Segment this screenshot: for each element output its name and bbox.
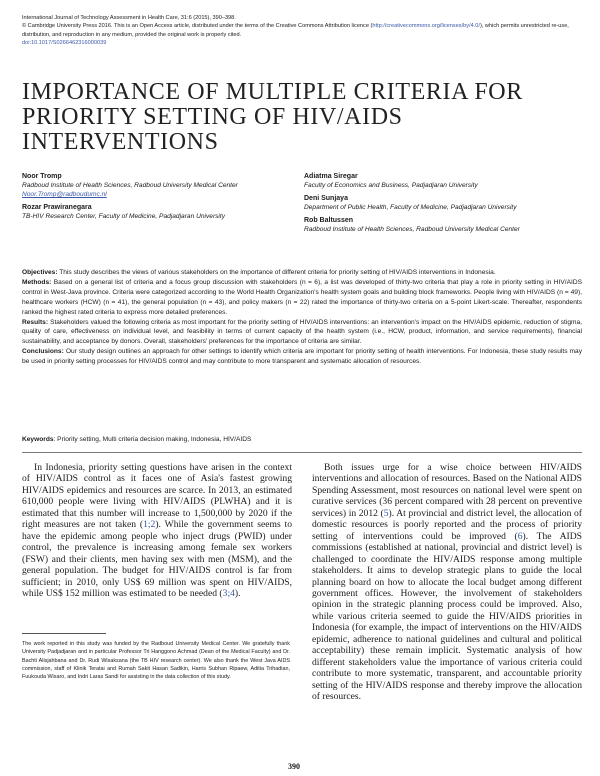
- doi-link[interactable]: doi:10.1017/S0266462316000039: [22, 40, 107, 47]
- authors-left: [22, 172, 292, 225]
- author-affiliation: Faculty of Economics and Business, Padjadjaran University: [304, 182, 478, 189]
- copyright-notice: [22, 22, 582, 39]
- keywords-text: : Priority setting, Multi criteria decision making, Indonesia, HIV/AIDS: [53, 436, 252, 443]
- methods-label: Methods:: [22, 278, 52, 286]
- journal-header: [22, 14, 582, 48]
- author-affiliation: Radboud Institute of Health Sciences, Radboud University Medical Center: [304, 226, 520, 233]
- author-affiliation: TB-HIV Research Center, Faculty of Medicine, Padjadjaran University: [22, 213, 226, 220]
- body-text: In Indonesia, priority setting questions have arisen in the context of HIV/AIDS control as it faces one of Asia's fastest growing HIV/AIDS epidemics and resources are scarce. In 2013, an estimated 610,000 people were living with HIV/AIDS (PLWHA) and it is estimated that this number will increase to 1,500,000 by 2020 if the right measures are not taken (: [22, 462, 292, 531]
- copyright-rest: ), which permits unrestricted re-use, distribution, and reproduction in any medium, provided the original work is properly cited.: [22, 23, 569, 38]
- keywords: [22, 435, 582, 444]
- author-block: [304, 194, 574, 212]
- body-text: ). The AIDS commissions (established at national, provincial and district level) is challenged to coordinate the HIV/AIDS response among multiple stakeholders. It aims to develop strategic plans to guide the local planning board on how to allocate the local budget among different government offices. However, the involvement of stakeholders opinion in the strategic planning process could be improved. Also, while various criteria seemed to guide the HIV/AIDS priorities in Indonesia (for example, the impact of interventions on the HIV/AIDS epidemic, adherence to national guidelines and cultural and political acceptability) these remain implicit. Systematic analysis of how different stakeholders value the importance of various criteria could contribute to more systematic, transparent, and accountable priority setting of the HIV/AIDS response and thereby improve the allocation of resources.: [312, 530, 582, 703]
- results-label: Results:: [22, 318, 49, 326]
- abstract: [22, 268, 582, 367]
- funding-footnote: The work reported in this study was funded by the Radboud University Medical Center. We gratefully thank University Padjadjaran and in particular Professor Tri Hanggono Achmad (Dean of the Medical Faculty) and Dr. Bachti Alisjahbana and Dr. Rudi Wisaksana (the TB HIV research center). We also thank the West Java AIDS commission, staff of Klinik Teratai and Rumah Sakit Hasan Sadikin, Harris Subhan Ripaew, Aditia Trihadian, Fuukouda Wisaro, and Indri Laras Sandi for assisting in the data collection of this study.: [22, 641, 290, 681]
- body-text: ).: [234, 587, 241, 599]
- author-block: [304, 172, 574, 190]
- author-affiliation: Radboud Institute of Health Sciences, Radboud University Medical Center: [22, 182, 238, 189]
- author-block: [304, 216, 574, 234]
- authors-right: [304, 172, 574, 238]
- page-number: 390: [288, 762, 300, 771]
- keywords-label: Keywords: [22, 436, 54, 443]
- article-title: IMPORTANCE OF MULTIPLE CRITERIA FOR PRIORITY SETTING OF HIV/AIDS INTERVENTIONS: [22, 79, 523, 155]
- objectives-label: Objectives:: [22, 269, 58, 276]
- author-block: [22, 203, 292, 221]
- author-affiliation: Department of Public Health, Faculty of Medicine, Padjadjaran University: [304, 204, 517, 211]
- author-block: [22, 172, 292, 199]
- author-name: Noor Tromp: [22, 173, 62, 180]
- body-text: ). While the government seems to have the epidemic among people who inject drugs (PWID) under control, the prevalence is increasing among female sex workers (FSW) and their clients, men having sex with men (MSM), and the general population. The budget for HIV/AIDS control is far from sufficient; in 2010, only US$ 69 million was spent on HIV/AIDS, while US$ 152 million was estimated to be needed (: [22, 519, 293, 599]
- citation-link[interactable]: 6: [517, 530, 523, 542]
- body-text: Both issues urge for a wise choice between HIV/AIDS interventions and allocation of resources. Based on the National AIDS Spending Assessment, most resources on national level were spent on curative services (36 percent compared with 28 percent on preventive services) in 2012 (: [312, 462, 582, 519]
- license-link[interactable]: http://creativecommons.org/licenses/by/4.0/: [372, 23, 480, 30]
- conclusions-label: Conclusions:: [22, 348, 64, 356]
- author-name: Adiatma Siregar: [304, 173, 358, 180]
- abstract-conclusions: [22, 347, 582, 367]
- citation-link[interactable]: 1;2: [143, 519, 156, 531]
- citation-link[interactable]: 3;4: [222, 587, 235, 599]
- abstract-results: [22, 318, 582, 348]
- copyright-text: © Cambridge University Press 2016. This is an Open Access article, distributed under the terms of the Creative Commons Attribution licence (: [22, 23, 373, 30]
- body-column-left: [22, 462, 292, 599]
- citation-link[interactable]: 5: [383, 507, 389, 519]
- conclusions-text: Our study design outlines an approach for other settings to identify which criteria are important for priority setting of health interventions. For Indonesia, these study results may be used in priority setting processes for HIV/AIDS control and may contribute to more transparent and systematic allocation of resources.: [22, 348, 582, 366]
- objectives-text: This study describes the views of various stakeholders on the importance of different criteria for priority setting of HIV/AIDS interventions in Indonesia.: [57, 269, 496, 276]
- author-email-link[interactable]: Noor.Tromp@radboudumc.nl: [22, 191, 107, 198]
- methods-text: Based on a general list of criteria and a focus group discussion with stakeholders (n = 6), a list was developed of thirty-two criteria that play a role in priority setting in HIV/AIDS control in West-Java province. Criteria were categorized according to the World Health Organization's health system goals and building block frameworks. People living with HIV/AIDS (n = 49), healthcare workers (HCW) (n = 41), the general population (n = 43), and policy makers (n = 22) rated the importance of thirty-two criteria on a 5-point Likert-scale. Thereafter, respondents ranked the highest rated criteria to express more detailed preferences.: [22, 278, 582, 316]
- body-column-right: [312, 462, 582, 703]
- body-text: ). At provincial and district level, the allocation of domestic resources is poorly reported and the process of priority setting of interventions could be improved (: [312, 507, 582, 542]
- body-paragraph: [22, 462, 292, 599]
- journal-citation: International Journal of Technology Assessment in Health Care, 31:6 (2015), 390–398.: [22, 15, 236, 21]
- body-paragraph: [312, 462, 582, 703]
- abstract-methods: [22, 278, 582, 318]
- abstract-objectives: [22, 268, 582, 278]
- section-divider: [22, 452, 582, 453]
- author-name: Deni Sunjaya: [304, 195, 348, 202]
- footnote-divider: [22, 633, 106, 634]
- author-name: Rozar Prawiranegara: [22, 204, 92, 211]
- results-text: Stakeholders valued the following criteria as most important for the priority setting of HIV/AIDS interventions: an intervention's impact on the HIV/AIDS epidemic, reduction of stigma, quality of care, effectiveness on individual level, and feasibility in terms of current capacity of the health system (i.e., HCW, product, information, and service requirements), financial sustainability, and acceptance by donors. Overall, stakeholders' preferences for the importance of criteria are similar.: [22, 318, 582, 346]
- author-name: Rob Baltussen: [304, 217, 354, 224]
